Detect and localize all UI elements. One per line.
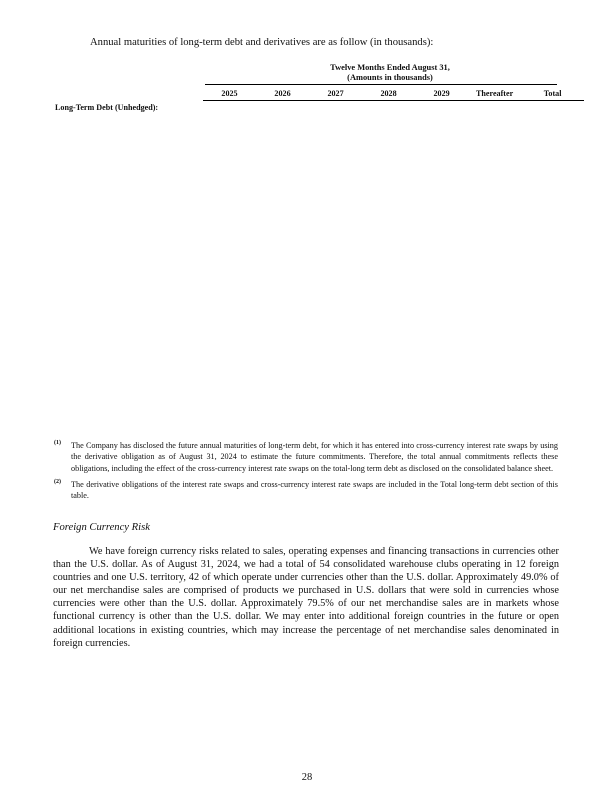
table-body [53, 101, 584, 114]
footnotes [53, 440, 558, 506]
page-number: 28 [301, 772, 313, 783]
col-header: Thereafter [468, 86, 521, 101]
footnote-mark: (2) [54, 478, 61, 485]
period-header [290, 63, 490, 83]
column-header-row [53, 86, 584, 101]
section-header-row [53, 101, 584, 114]
section-title: Foreign Currency Risk [53, 522, 150, 533]
footnote-1 [53, 440, 558, 474]
col-header: 2026 [256, 86, 309, 101]
footnote-2 [53, 479, 558, 502]
section-label: Long-Term Debt (Unhedged): [55, 102, 159, 112]
col-header: 2025 [203, 86, 256, 101]
col-header: 2029 [415, 86, 468, 101]
col-header: Total [521, 86, 584, 101]
period-line2: (Amounts in thousands) [347, 73, 433, 82]
body-paragraph: We have foreign currency risks related to sales, operating expenses and financing transactions in currencies other than the U.S. dollar. As of August 31, 2024, we had a total of 54 consolidated warehouse clubs operating in 12 foreign countries and one U.S. territory, 42 of which operate under currencies other than the U.S. dollar. Approximately 49.0% of our net merchandise sales are comprised of products we purchased in U.S. dollars that were sold in currencies whose currencies were other than the U.S. dollar. Approximately 79.5% of our net merchandise sales are in markets whose functional currency is other than the U.S. dollar. We may enter into additional foreign countries in the future or open additional locations in existing countries, which may increase the percentage of net merchandise sales denominated in foreign currencies. [53, 546, 559, 649]
debt-maturity-table [53, 86, 584, 114]
footnote-text: The Company has disclosed the future annual maturities of long-term debt, for which it has entered into cross-currency interest rate swaps by using the derivative obligation as of August 31, 2024 to estimate the future commitments. Therefore, the total annual commitments reflects these obligations, including the effect of the cross-currency interest rate swaps on the total-long term debt as disclosed on the consolidated balance sheet. [71, 441, 558, 473]
intro-text: Annual maturities of long-term debt and derivatives are as follow (in thousands): [90, 37, 434, 48]
footnote-text: The derivative obligations of the interest rate swaps and cross-currency interest rate swaps are included in the Total long-term debt section of this table. [71, 479, 558, 501]
col-header: 2027 [309, 86, 362, 101]
period-line1: Twelve Months Ended August 31, [330, 63, 450, 72]
header-rule [205, 84, 557, 85]
col-header: 2028 [362, 86, 415, 101]
footnote-mark: (1) [54, 440, 61, 446]
